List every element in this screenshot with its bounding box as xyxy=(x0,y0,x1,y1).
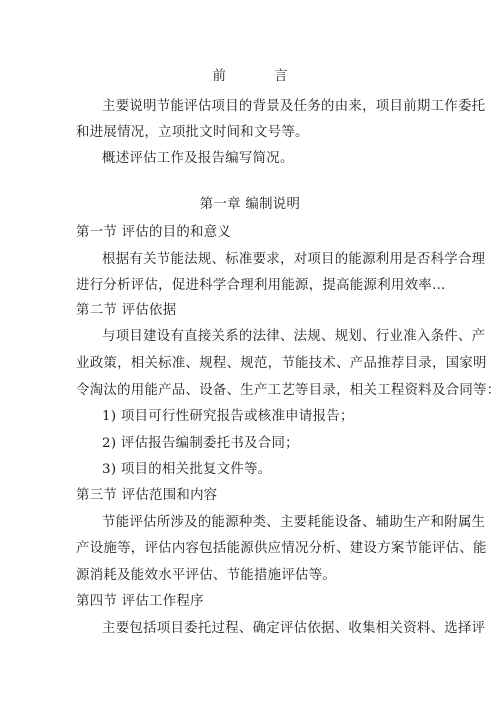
list-item: 1) 项目可行性研究报告或核准申请报告； xyxy=(102,409,354,424)
preface-paragraph-line: 和进展情况，立项批文时间和文号等。 xyxy=(76,125,309,140)
paragraph-line: 与项目建设有直接关系的法律、法规、规划、行业准入条件、产 xyxy=(102,329,486,344)
section-heading: 第一节 评估的目的和意义 xyxy=(76,225,232,240)
list-item: 2) 评估报告编制委托书及合同； xyxy=(102,436,299,451)
preface-title: 前 言 xyxy=(212,69,310,84)
paragraph-line: 业政策，相关标准、规程、规范，节能技术、产品推荐目录，国家明 xyxy=(76,356,487,371)
paragraph-line: 进行分析评估，促进科学合理利用能源，提高能源利用效率… xyxy=(76,278,446,293)
paragraph-line: 根据有关节能法规、标准要求，对项目的能源利用是否科学合理 xyxy=(102,252,486,267)
section-heading: 第三节 评估范围和内容 xyxy=(76,488,218,503)
preface-paragraph-line: 概述评估工作及报告编写简况。 xyxy=(102,151,294,166)
paragraph-line: 产设施等，评估内容包括能源供应情况分析、建设方案节能评估、能 xyxy=(76,541,487,556)
paragraph-line: 源消耗及能效水平评估、节能措施评估等。 xyxy=(76,568,337,583)
preface-paragraph-line: 主要说明节能评估项目的背景及任务的由来，项目前期工作委托 xyxy=(102,99,486,114)
section-heading: 第二节 评估依据 xyxy=(76,303,177,318)
paragraph-line: 节能评估所涉及的能源种类、主要耗能设备、辅助生产和附属生 xyxy=(102,515,486,530)
paragraph-line: 令淘汰的用能产品、设备、生产工艺等目录，相关工程资料及合同等： xyxy=(76,383,500,398)
list-item: 3) 项目的相关批复文件等。 xyxy=(102,462,272,477)
section-heading: 第四节 评估工作程序 xyxy=(76,594,204,609)
paragraph-line: 主要包括项目委托过程、确定评估依据、收集相关资料、选择评 xyxy=(102,621,486,636)
chapter-title: 第一章 编制说明 xyxy=(199,197,301,212)
